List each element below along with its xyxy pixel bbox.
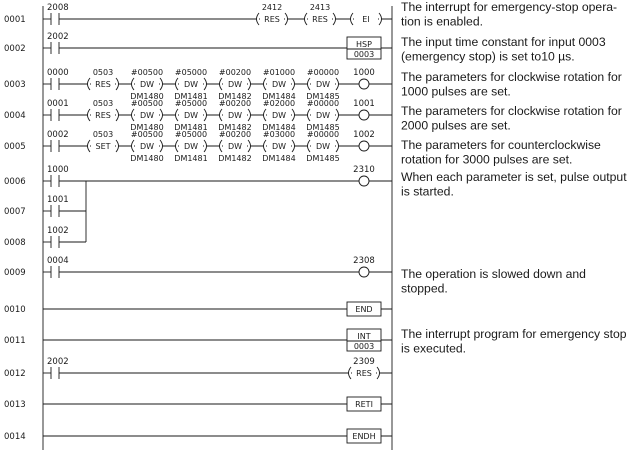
- rung-0002: [4, 32, 392, 59]
- contact-label: 1001: [47, 195, 69, 205]
- description-line: stopped.: [401, 281, 448, 296]
- instruction-mnemonic: RES: [95, 111, 111, 120]
- rung-0004: [4, 99, 392, 132]
- description-line: The parameters for clockwise rotation for: [401, 70, 622, 84]
- instruction-operand: #00200: [218, 68, 252, 77]
- instruction-mnemonic: DW: [227, 111, 243, 120]
- instruction-mnemonic: DW: [139, 142, 155, 151]
- function-box-label: END: [355, 305, 373, 314]
- paren-right: [336, 78, 339, 90]
- instruction-dm-address: DM1482: [218, 123, 252, 132]
- instruction-dm-address: DM1481: [174, 92, 208, 101]
- instruction-mnemonic: DW: [271, 80, 287, 89]
- rung-0013: [4, 397, 392, 411]
- rung-address: 0012: [4, 369, 26, 379]
- paren-left: [349, 367, 352, 379]
- rung-address: 0009: [4, 268, 26, 278]
- instruction-mnemonic: DW: [183, 111, 199, 120]
- instruction-dm-address: DM1480: [130, 92, 164, 101]
- instruction-mnemonic: RES: [264, 15, 280, 24]
- paren-right: [377, 367, 380, 379]
- function-box-label: ENDH: [352, 432, 376, 441]
- function-box-label: RETI: [355, 400, 373, 409]
- contact-label: 1000: [47, 165, 69, 175]
- instruction-mnemonic: DW: [183, 80, 199, 89]
- paren-left: [88, 78, 91, 90]
- instruction-dm-address: DM1481: [174, 154, 208, 163]
- coil: [359, 141, 369, 151]
- rung-0003: [4, 68, 392, 101]
- instruction-operand: #00000: [306, 99, 340, 108]
- instruction-operand: 0503: [92, 130, 114, 139]
- coil-label: 1002: [353, 130, 375, 140]
- instruction-mnemonic: DW: [271, 142, 287, 151]
- instruction-operand: #05000: [174, 99, 208, 108]
- instruction-dm-address: DM1480: [130, 154, 164, 163]
- instruction-operand: 2413: [309, 3, 331, 12]
- instruction-operand: #05000: [174, 68, 208, 77]
- paren-left: [264, 78, 267, 90]
- description-line: tion is enabled.: [401, 14, 483, 29]
- paren-left: [220, 140, 223, 152]
- instruction-operand: 2412: [261, 3, 283, 12]
- coil: [359, 267, 369, 277]
- instruction-mnemonic: DW: [271, 111, 287, 120]
- paren-left: [305, 13, 308, 25]
- rung-address: 0003: [4, 80, 26, 90]
- rung-address: 0006: [4, 177, 26, 187]
- rung-address: 0007: [4, 207, 26, 217]
- rung-0006: [4, 165, 392, 187]
- paren-right: [160, 109, 163, 121]
- instruction-dm-address: DM1480: [130, 123, 164, 132]
- contact-label: 2002: [47, 357, 69, 367]
- instruction-operand: #00000: [306, 130, 340, 139]
- coil: [359, 79, 369, 89]
- contact-label: 2002: [47, 32, 69, 42]
- rung-address: 0011: [4, 336, 26, 346]
- paren-left: [176, 140, 179, 152]
- rung-address: 0008: [4, 238, 26, 248]
- paren-left: [132, 78, 135, 90]
- rung-address: 0005: [4, 142, 26, 152]
- description-6: [401, 170, 627, 199]
- paren-right: [292, 140, 295, 152]
- instruction-mnemonic: RES: [356, 369, 372, 378]
- description-2: [401, 35, 606, 64]
- paren-left: [257, 13, 260, 25]
- description-line: The operation is slowed down and: [401, 267, 586, 281]
- descriptions: [401, 0, 627, 356]
- paren-left: [220, 109, 223, 121]
- instruction-operand: #00200: [218, 130, 252, 139]
- paren-right: [379, 13, 382, 25]
- paren-left: [351, 13, 354, 25]
- instruction-dm-address: DM1484: [262, 123, 296, 132]
- description-7: [401, 267, 586, 296]
- rung-address: 0001: [4, 15, 26, 25]
- paren-right: [248, 78, 251, 90]
- paren-right: [204, 78, 207, 90]
- description-line: 1000 pulses are set.: [401, 84, 511, 99]
- instruction-mnemonic: RES: [95, 80, 111, 89]
- instruction-mnemonic: EI: [362, 15, 370, 24]
- coil-label: 2308: [353, 256, 375, 266]
- instruction-operand: #05000: [174, 130, 208, 139]
- instruction-operand: #00200: [218, 99, 252, 108]
- contact-label: 0004: [47, 256, 69, 266]
- description-line: The parameters for counterclockwise: [401, 138, 601, 152]
- instruction-operand: #00500: [130, 99, 164, 108]
- instruction-operand: #03000: [262, 130, 296, 139]
- coil: [359, 110, 369, 120]
- rung-0010: [4, 302, 392, 316]
- paren-left: [132, 140, 135, 152]
- instruction-operand: #02000: [262, 99, 296, 108]
- contact-label: 2008: [47, 3, 69, 13]
- instruction-operand: #00500: [130, 130, 164, 139]
- instruction-operand: 0503: [92, 68, 114, 77]
- coil-label: 2310: [353, 165, 375, 175]
- coil-label: 1000: [353, 68, 375, 78]
- rung-address: 0002: [4, 44, 26, 54]
- paren-right: [160, 78, 163, 90]
- instruction-dm-address: DM1484: [262, 154, 296, 163]
- instruction-mnemonic: DW: [139, 111, 155, 120]
- contact-label: 0000: [47, 68, 69, 78]
- paren-left: [264, 109, 267, 121]
- description-line: The parameters for clockwise rotation for: [401, 104, 622, 118]
- paren-right: [248, 140, 251, 152]
- paren-right: [292, 78, 295, 90]
- paren-right: [116, 78, 119, 90]
- instruction-mnemonic: DW: [183, 142, 199, 151]
- function-box-label: HSP: [356, 40, 372, 49]
- paren-right: [204, 140, 207, 152]
- instruction-operand: #00000: [306, 68, 340, 77]
- paren-left: [308, 78, 311, 90]
- rung-address: 0010: [4, 305, 26, 315]
- paren-left: [176, 109, 179, 121]
- paren-right: [336, 140, 339, 152]
- contact-label: 0001: [47, 99, 69, 109]
- rungs: [4, 3, 392, 443]
- instruction-dm-address: DM1485: [306, 154, 340, 163]
- rung-0011: [4, 329, 392, 351]
- rung-0012: [4, 357, 392, 379]
- instruction-operand: 2309: [353, 357, 375, 367]
- rung-0005: [4, 130, 392, 163]
- rung-0001: [4, 3, 392, 25]
- instruction-mnemonic: DW: [315, 111, 331, 120]
- paren-right: [336, 109, 339, 121]
- description-4: [401, 104, 622, 133]
- description-8: [401, 327, 627, 356]
- instruction-dm-address: DM1482: [218, 154, 252, 163]
- paren-right: [116, 140, 119, 152]
- instruction-mnemonic: DW: [315, 80, 331, 89]
- description-line: is started.: [401, 184, 454, 199]
- paren-left: [264, 140, 267, 152]
- description-line: When each parameter is set, pulse output: [401, 170, 627, 184]
- description-line: is executed.: [401, 341, 467, 356]
- paren-left: [176, 78, 179, 90]
- paren-right: [248, 109, 251, 121]
- instruction-mnemonic: RES: [312, 15, 328, 24]
- instruction-mnemonic: DW: [227, 80, 243, 89]
- instruction-mnemonic: DW: [227, 142, 243, 151]
- coil-label: 1001: [353, 99, 375, 109]
- rung-address: 0014: [4, 432, 26, 442]
- rung-address: 0004: [4, 111, 26, 121]
- instruction-operand: #01000: [262, 68, 296, 77]
- description-line: (emergency stop) is set to10 µs.: [401, 49, 575, 64]
- description-1: [401, 0, 617, 29]
- contact-label: 0002: [47, 130, 69, 140]
- paren-left: [132, 109, 135, 121]
- instruction-operand: 0503: [92, 99, 114, 108]
- description-line: rotation for 3000 pulses are set.: [401, 152, 573, 167]
- paren-left: [88, 140, 91, 152]
- paren-left: [308, 140, 311, 152]
- description-line: 2000 pulses are set.: [401, 118, 511, 133]
- instruction-dm-address: DM1481: [174, 123, 208, 132]
- paren-right: [285, 13, 288, 25]
- description-line: The input time constant for input 0003: [401, 35, 606, 49]
- rung-0009: [4, 256, 392, 278]
- paren-right: [292, 109, 295, 121]
- instruction-dm-address: DM1485: [306, 123, 340, 132]
- contact-label: 1002: [47, 226, 69, 236]
- instruction-dm-address: DM1482: [218, 92, 252, 101]
- instruction-operand: #00500: [130, 68, 164, 77]
- description-5: [401, 138, 601, 167]
- rung-0014: [4, 429, 392, 443]
- paren-right: [116, 109, 119, 121]
- rung-address: 0013: [4, 400, 26, 410]
- function-box-label: INT: [357, 332, 371, 341]
- instruction-mnemonic: DW: [139, 80, 155, 89]
- paren-left: [308, 109, 311, 121]
- description-line: The interrupt for emergency-stop opera-: [401, 0, 618, 14]
- paren-right: [333, 13, 336, 25]
- instruction-dm-address: DM1484: [262, 92, 296, 101]
- paren-right: [204, 109, 207, 121]
- description-line: The interrupt program for emergency stop: [401, 327, 627, 341]
- instruction-mnemonic: DW: [315, 142, 331, 151]
- paren-left: [220, 78, 223, 90]
- function-box-operand: 0003: [353, 50, 375, 59]
- coil: [359, 176, 369, 186]
- instruction-mnemonic: SET: [95, 142, 111, 151]
- paren-right: [160, 140, 163, 152]
- function-box-operand: 0003: [353, 342, 375, 351]
- instruction-dm-address: DM1485: [306, 92, 340, 101]
- paren-left: [88, 109, 91, 121]
- description-3: [401, 70, 622, 99]
